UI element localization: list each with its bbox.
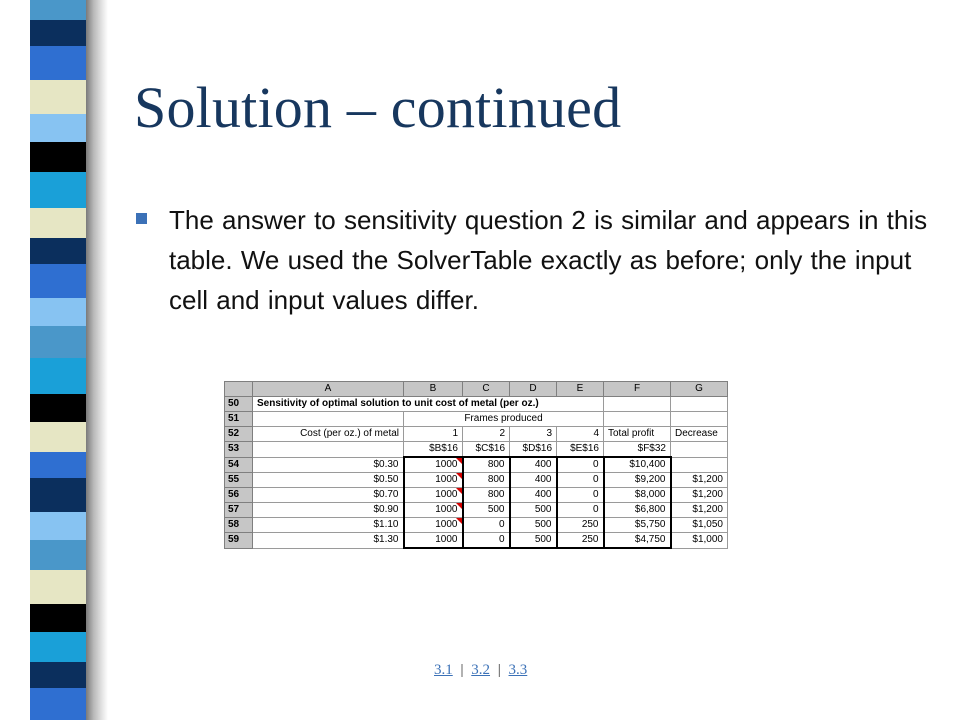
decrease-cell[interactable]: $1,050: [671, 518, 728, 533]
header-cell[interactable]: 2: [463, 427, 510, 442]
stripe-block: [30, 452, 86, 478]
profit-cell[interactable]: $9,200: [604, 473, 671, 488]
column-header[interactable]: G: [671, 382, 728, 397]
profit-cell[interactable]: $6,800: [604, 503, 671, 518]
stripe-block: [30, 688, 86, 720]
data-cell[interactable]: 1000: [404, 518, 463, 533]
cell[interactable]: [671, 442, 728, 458]
cell[interactable]: [671, 412, 728, 427]
data-cell[interactable]: 250: [557, 533, 604, 549]
reference-cell[interactable]: $F$32: [604, 442, 671, 458]
table-row: [225, 457, 728, 473]
stripe-block: [30, 20, 86, 46]
stripe-block: [30, 604, 86, 632]
column-header[interactable]: D: [510, 382, 557, 397]
row-header[interactable]: 57: [225, 503, 253, 518]
stripe-block: [30, 46, 86, 80]
cost-cell[interactable]: $0.70: [253, 488, 404, 503]
stripe-block: [30, 570, 86, 604]
data-cell[interactable]: 0: [557, 473, 604, 488]
stripe-block: [30, 512, 86, 540]
stripe-block: [30, 478, 86, 512]
data-cell[interactable]: 1000: [404, 488, 463, 503]
data-cell[interactable]: 500: [510, 503, 557, 518]
data-cell[interactable]: 0: [463, 518, 510, 533]
data-cell[interactable]: 500: [510, 518, 557, 533]
column-header-row: [225, 382, 728, 397]
frames-produced-label[interactable]: Frames produced: [404, 412, 604, 427]
row-header[interactable]: 58: [225, 518, 253, 533]
table-row: [225, 518, 728, 533]
row-header[interactable]: 53: [225, 442, 253, 458]
column-header[interactable]: E: [557, 382, 604, 397]
data-cell[interactable]: 800: [463, 488, 510, 503]
cost-cell[interactable]: $0.90: [253, 503, 404, 518]
header-cell[interactable]: 3: [510, 427, 557, 442]
separator: |: [460, 662, 464, 678]
cell[interactable]: [253, 442, 404, 458]
decrease-cell[interactable]: $1,200: [671, 473, 728, 488]
data-cell[interactable]: 0: [557, 488, 604, 503]
table-row: [225, 397, 728, 412]
column-header[interactable]: B: [404, 382, 463, 397]
stripe-block: [30, 114, 86, 142]
stripe-block: [30, 394, 86, 422]
slide-title: Solution – continued: [134, 75, 622, 140]
data-cell[interactable]: 500: [510, 533, 557, 549]
profit-cell[interactable]: $5,750: [604, 518, 671, 533]
link-3-3[interactable]: 3.3: [508, 662, 528, 678]
stripe-shadow: [86, 0, 108, 720]
stripe-block: [30, 662, 86, 688]
data-cell[interactable]: 800: [463, 473, 510, 488]
row-header[interactable]: 51: [225, 412, 253, 427]
table-row: [225, 427, 728, 442]
decorative-stripe: [30, 0, 86, 720]
row-header[interactable]: 54: [225, 457, 253, 473]
spreadsheet-table: [224, 381, 728, 549]
data-cell[interactable]: 500: [463, 503, 510, 518]
stripe-block: [30, 298, 86, 326]
column-header[interactable]: A: [253, 382, 404, 397]
stripe-block: [30, 142, 86, 172]
stripe-block: [30, 0, 86, 20]
decrease-cell[interactable]: [671, 457, 728, 473]
row-header[interactable]: 56: [225, 488, 253, 503]
stripe-block: [30, 208, 86, 238]
profit-cell[interactable]: $8,000: [604, 488, 671, 503]
stripe-block: [30, 264, 86, 298]
column-header[interactable]: F: [604, 382, 671, 397]
decrease-cell[interactable]: $1,200: [671, 503, 728, 518]
header-cell[interactable]: Cost (per oz.) of metal: [253, 427, 404, 442]
table-row: [225, 412, 728, 427]
data-cell[interactable]: 800: [463, 457, 510, 473]
data-cell[interactable]: 1000: [404, 473, 463, 488]
data-cell[interactable]: 400: [510, 473, 557, 488]
header-cell[interactable]: Decrease: [671, 427, 728, 442]
bullet-text: The answer to sensitivity question 2 is similar and appears in this table. We used the SolverTable exactly as before; only the input cell and input values differ.: [169, 205, 928, 315]
data-cell[interactable]: 0: [557, 457, 604, 473]
row-header[interactable]: 55: [225, 473, 253, 488]
cell[interactable]: [671, 397, 728, 412]
data-cell[interactable]: 1000: [404, 457, 463, 473]
data-cell[interactable]: 250: [557, 518, 604, 533]
stripe-block: [30, 358, 86, 394]
corner-cell: [225, 382, 253, 397]
data-cell[interactable]: 0: [557, 503, 604, 518]
stripe-block: [30, 238, 86, 264]
column-header[interactable]: C: [463, 382, 510, 397]
table-row: [225, 533, 728, 549]
table-row: [225, 503, 728, 518]
row-header[interactable]: 50: [225, 397, 253, 412]
data-cell[interactable]: 0: [463, 533, 510, 549]
link-3-1[interactable]: 3.1: [434, 662, 453, 678]
stripe-block: [30, 80, 86, 114]
cell[interactable]: [604, 412, 671, 427]
reference-cell[interactable]: $B$16: [404, 442, 463, 458]
cost-cell[interactable]: $1.30: [253, 533, 404, 549]
header-cell[interactable]: Total profit: [604, 427, 671, 442]
data-cell[interactable]: 400: [510, 488, 557, 503]
row-header[interactable]: 52: [225, 427, 253, 442]
footer-nav: [434, 662, 527, 679]
reference-cell[interactable]: $C$16: [463, 442, 510, 458]
decrease-cell[interactable]: $1,000: [671, 533, 728, 549]
sheet-title-cell[interactable]: Sensitivity of optimal solution to unit cost of metal (per oz.): [253, 397, 604, 412]
profit-cell[interactable]: $4,750: [604, 533, 671, 549]
stripe-block: [30, 540, 86, 570]
data-cell[interactable]: 1000: [404, 503, 463, 518]
data-cell[interactable]: 1000: [404, 533, 463, 549]
stripe-block: [30, 326, 86, 358]
data-cell[interactable]: 400: [510, 457, 557, 473]
stripe-block: [30, 632, 86, 662]
cost-cell[interactable]: $1.10: [253, 518, 404, 533]
header-cell[interactable]: 1: [404, 427, 463, 442]
reference-cell[interactable]: $D$16: [510, 442, 557, 458]
cost-cell[interactable]: $0.30: [253, 457, 404, 473]
reference-cell[interactable]: $E$16: [557, 442, 604, 458]
table-row: [225, 473, 728, 488]
link-3-2[interactable]: 3.2: [471, 662, 491, 678]
decrease-cell[interactable]: $1,200: [671, 488, 728, 503]
row-header[interactable]: 59: [225, 533, 253, 549]
table-row: [225, 488, 728, 503]
header-cell[interactable]: 4: [557, 427, 604, 442]
separator: |: [497, 662, 501, 678]
cost-cell[interactable]: $0.50: [253, 473, 404, 488]
stripe-block: [30, 422, 86, 452]
table-row: [225, 442, 728, 458]
profit-cell[interactable]: $10,400: [604, 457, 671, 473]
stripe-block: [30, 172, 86, 208]
square-bullet-icon: [136, 213, 147, 224]
cell[interactable]: [604, 397, 671, 412]
cell[interactable]: [253, 412, 404, 427]
